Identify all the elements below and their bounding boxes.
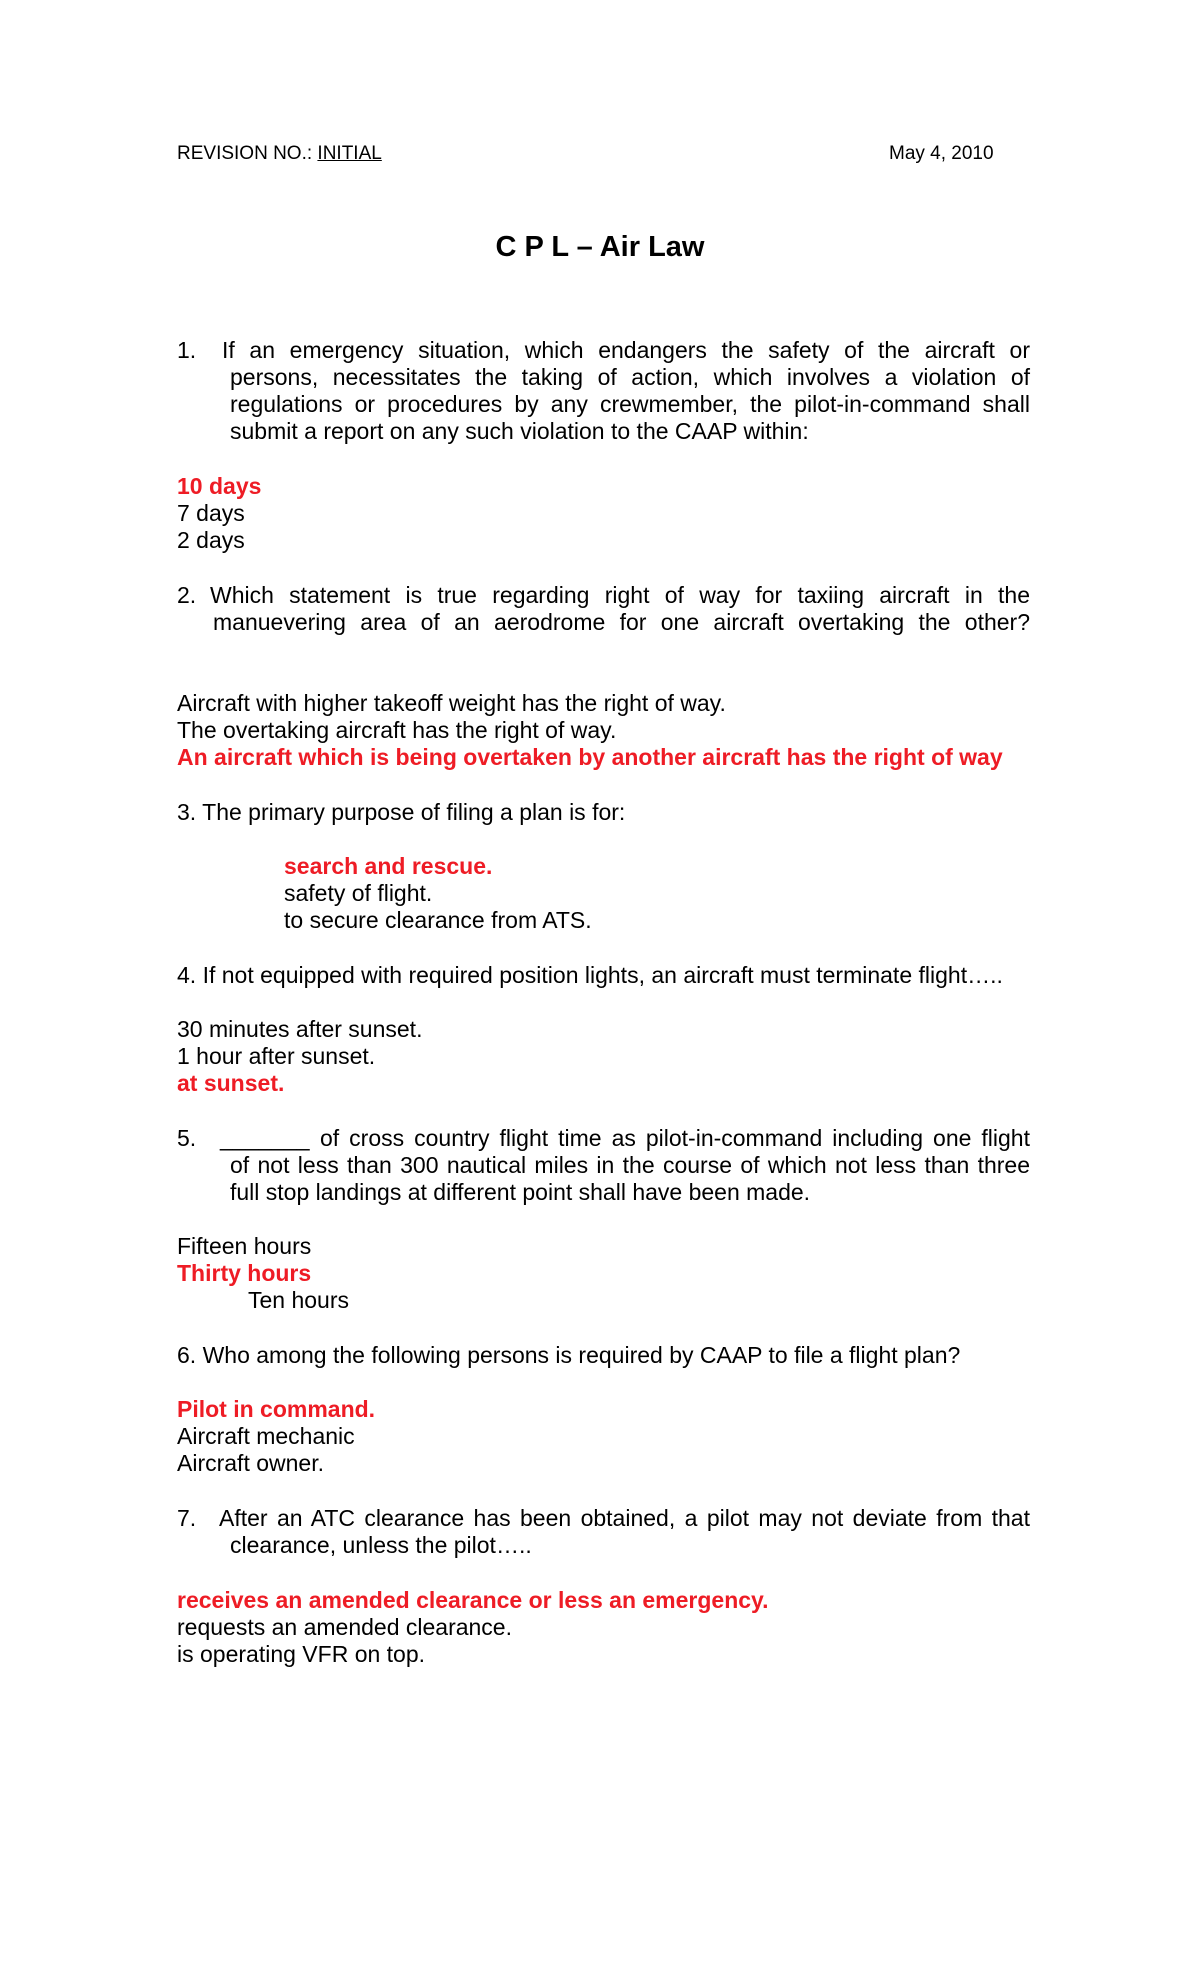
q7-line-1: After an ATC clearance has been obtained, a pilot may not deviate from that xyxy=(219,1505,1030,1531)
q4-answer-correct: at sunset. xyxy=(177,1070,285,1096)
q7-option-2: requests an amended clearance. xyxy=(177,1614,512,1640)
q1-answer-correct: 10 days xyxy=(177,473,262,499)
q2-answer-correct: An aircraft which is being overtaken by another aircraft has the right of way xyxy=(177,744,1003,770)
q5-answer-correct: Thirty hours xyxy=(177,1260,312,1286)
document-date: May 4, 2010 xyxy=(889,143,994,164)
q6-answer-correct: Pilot in command. xyxy=(177,1396,376,1422)
q1-line-2: persons, necessitates the taking of action, which involves a violation of xyxy=(230,364,1030,390)
q1-line-4: submit a report on any such violation to the CAAP within: xyxy=(230,418,809,444)
q2-option-2: The overtaking aircraft has the right of way. xyxy=(177,717,617,743)
q2-line-1: Which statement is true regarding right of way for taxiing aircraft in the xyxy=(210,582,1030,608)
q5-option-1: Fifteen hours xyxy=(177,1233,312,1259)
q4-option-1: 30 minutes after sunset. xyxy=(177,1016,423,1042)
revision-label xyxy=(177,143,382,165)
revision-value: INITIAL xyxy=(317,143,382,164)
q3-text: 3. The primary purpose of filing a plan is for: xyxy=(177,799,626,825)
q5-blank: _______ xyxy=(220,1125,310,1151)
q5-number: 5. xyxy=(177,1125,197,1151)
q3-option-2: safety of flight. xyxy=(284,880,433,906)
q2-option-1: Aircraft with higher takeoff weight has the right of way. xyxy=(177,690,726,716)
q1-option-3: 2 days xyxy=(177,527,245,553)
q1-line-3: regulations or procedures by any crewmember, the pilot-in-command shall xyxy=(230,391,1030,417)
q6-text: 6. Who among the following persons is required by CAAP to file a flight plan? xyxy=(177,1342,961,1368)
revision-label-text: REVISION NO.: xyxy=(177,143,313,164)
q5-option-3: Ten hours xyxy=(248,1287,350,1313)
q1-option-2: 7 days xyxy=(177,500,245,526)
q6-option-2: Aircraft mechanic xyxy=(177,1423,355,1449)
q1-line-1: If an emergency situation, which endangers the safety of the aircraft or xyxy=(222,337,1030,363)
q2-number: 2. xyxy=(177,582,197,608)
q5-line-3: full stop landings at different point shall have been made. xyxy=(230,1179,811,1205)
q7-option-3: is operating VFR on top. xyxy=(177,1641,426,1667)
q4-option-2: 1 hour after sunset. xyxy=(177,1043,376,1069)
q4-text: 4. If not equipped with required position lights, an aircraft must terminate flight….. xyxy=(177,962,1003,988)
q1-number: 1. xyxy=(177,337,197,363)
q7-number: 7. xyxy=(177,1505,197,1531)
q5-line-1: of cross country flight time as pilot-in-command including one flight xyxy=(320,1125,1030,1151)
q6-option-3: Aircraft owner. xyxy=(177,1450,324,1476)
q7-answer-correct: receives an amended clearance or less an emergency. xyxy=(177,1587,769,1613)
q3-answer-correct: search and rescue. xyxy=(284,853,493,879)
q3-option-3: to secure clearance from ATS. xyxy=(284,907,592,933)
q2-line-2: manuevering area of an aerodrome for one aircraft overtaking the other? xyxy=(213,609,1030,635)
q7-line-2: clearance, unless the pilot….. xyxy=(230,1532,532,1558)
page-title: C P L – Air Law xyxy=(495,231,705,263)
q5-line-2: of not less than 300 nautical miles in the course of which not less than three xyxy=(230,1152,1030,1178)
